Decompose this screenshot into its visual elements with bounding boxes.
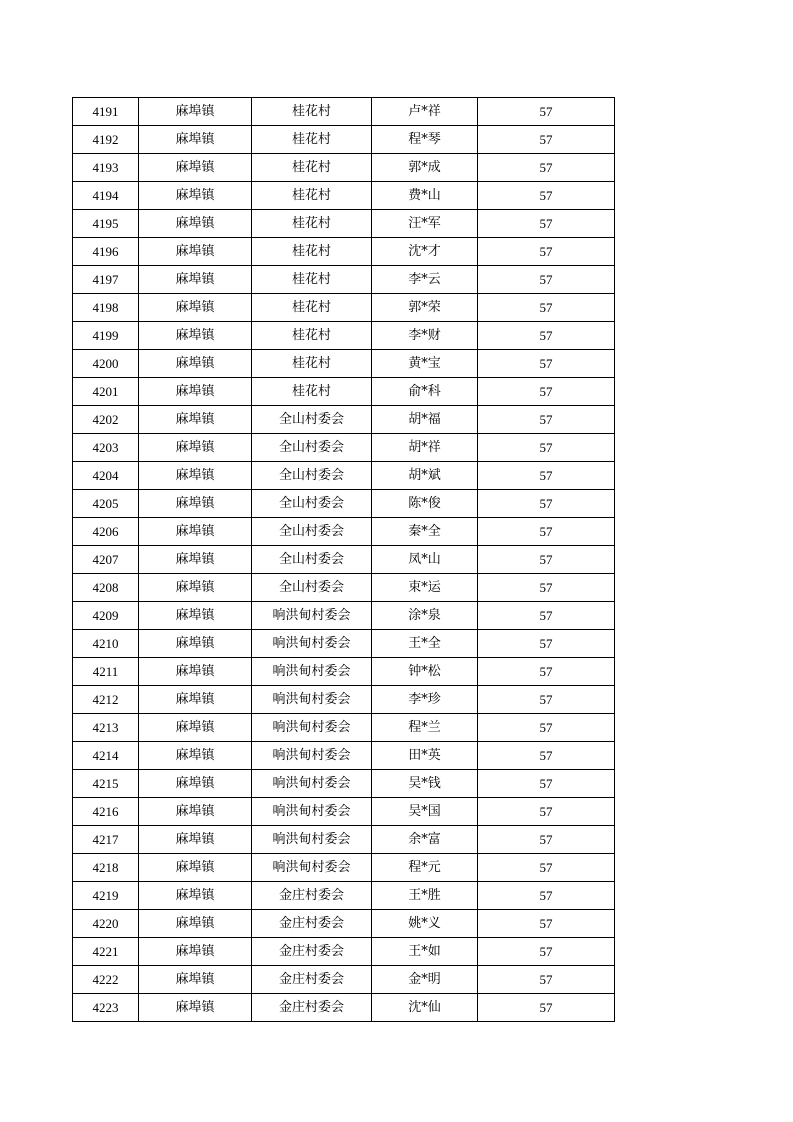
amount-cell: 57 [478, 742, 615, 770]
person-name-cell: 余*富 [372, 826, 478, 854]
person-name-cell: 吴*钱 [372, 770, 478, 798]
town-cell: 麻埠镇 [139, 406, 252, 434]
village-cell: 响洪甸村委会 [252, 742, 372, 770]
town-cell: 麻埠镇 [139, 882, 252, 910]
person-name-cell: 李*财 [372, 322, 478, 350]
town-cell: 麻埠镇 [139, 126, 252, 154]
person-name-cell: 李*云 [372, 266, 478, 294]
village-cell: 金庄村委会 [252, 910, 372, 938]
village-cell: 金庄村委会 [252, 994, 372, 1022]
village-cell: 响洪甸村委会 [252, 798, 372, 826]
amount-cell: 57 [478, 602, 615, 630]
row-number-cell: 4204 [73, 462, 139, 490]
town-cell: 麻埠镇 [139, 938, 252, 966]
village-cell: 桂花村 [252, 98, 372, 126]
row-number-cell: 4202 [73, 406, 139, 434]
amount-cell: 57 [478, 546, 615, 574]
row-number-cell: 4206 [73, 518, 139, 546]
village-cell: 全山村委会 [252, 406, 372, 434]
town-cell: 麻埠镇 [139, 378, 252, 406]
village-cell: 全山村委会 [252, 574, 372, 602]
person-name-cell: 秦*全 [372, 518, 478, 546]
row-number-cell: 4210 [73, 630, 139, 658]
person-name-cell: 郭*成 [372, 154, 478, 182]
row-number-cell: 4207 [73, 546, 139, 574]
village-cell: 桂花村 [252, 378, 372, 406]
amount-cell: 57 [478, 154, 615, 182]
village-cell: 桂花村 [252, 126, 372, 154]
town-cell: 麻埠镇 [139, 546, 252, 574]
table-row [73, 546, 615, 574]
town-cell: 麻埠镇 [139, 630, 252, 658]
person-name-cell: 钟*松 [372, 658, 478, 686]
amount-cell: 57 [478, 490, 615, 518]
amount-cell: 57 [478, 630, 615, 658]
row-number-cell: 4220 [73, 910, 139, 938]
person-name-cell: 吴*国 [372, 798, 478, 826]
row-number-cell: 4191 [73, 98, 139, 126]
table-row [73, 98, 615, 126]
town-cell: 麻埠镇 [139, 154, 252, 182]
village-cell: 金庄村委会 [252, 966, 372, 994]
amount-cell: 57 [478, 210, 615, 238]
table-row [73, 490, 615, 518]
row-number-cell: 4201 [73, 378, 139, 406]
amount-cell: 57 [478, 126, 615, 154]
table-row [73, 322, 615, 350]
person-name-cell: 沈*才 [372, 238, 478, 266]
amount-cell: 57 [478, 98, 615, 126]
amount-cell: 57 [478, 406, 615, 434]
town-cell: 麻埠镇 [139, 826, 252, 854]
amount-cell: 57 [478, 378, 615, 406]
person-name-cell: 胡*斌 [372, 462, 478, 490]
table-row [73, 938, 615, 966]
amount-cell: 57 [478, 238, 615, 266]
table-row [73, 994, 615, 1022]
table-row [73, 294, 615, 322]
person-name-cell: 李*珍 [372, 686, 478, 714]
row-number-cell: 4216 [73, 798, 139, 826]
table-row [73, 350, 615, 378]
row-number-cell: 4197 [73, 266, 139, 294]
town-cell: 麻埠镇 [139, 798, 252, 826]
village-cell: 全山村委会 [252, 490, 372, 518]
village-cell: 桂花村 [252, 350, 372, 378]
table-row [73, 238, 615, 266]
village-cell: 响洪甸村委会 [252, 770, 372, 798]
table-row [73, 966, 615, 994]
person-name-cell: 束*运 [372, 574, 478, 602]
amount-cell: 57 [478, 826, 615, 854]
amount-cell: 57 [478, 182, 615, 210]
village-cell: 响洪甸村委会 [252, 854, 372, 882]
amount-cell: 57 [478, 994, 615, 1022]
table-row [73, 154, 615, 182]
amount-cell: 57 [478, 434, 615, 462]
person-name-cell: 凤*山 [372, 546, 478, 574]
village-cell: 桂花村 [252, 210, 372, 238]
town-cell: 麻埠镇 [139, 294, 252, 322]
person-name-cell: 胡*祥 [372, 434, 478, 462]
table-row [73, 574, 615, 602]
row-number-cell: 4214 [73, 742, 139, 770]
village-cell: 全山村委会 [252, 518, 372, 546]
row-number-cell: 4195 [73, 210, 139, 238]
row-number-cell: 4200 [73, 350, 139, 378]
row-number-cell: 4219 [73, 882, 139, 910]
town-cell: 麻埠镇 [139, 686, 252, 714]
village-cell: 桂花村 [252, 182, 372, 210]
row-number-cell: 4212 [73, 686, 139, 714]
village-cell: 桂花村 [252, 266, 372, 294]
row-number-cell: 4192 [73, 126, 139, 154]
person-name-cell: 姚*义 [372, 910, 478, 938]
row-number-cell: 4222 [73, 966, 139, 994]
amount-cell: 57 [478, 518, 615, 546]
amount-cell: 57 [478, 686, 615, 714]
person-name-cell: 王*如 [372, 938, 478, 966]
town-cell: 麻埠镇 [139, 350, 252, 378]
village-cell: 响洪甸村委会 [252, 658, 372, 686]
table-row [73, 742, 615, 770]
table-row [73, 126, 615, 154]
amount-cell: 57 [478, 294, 615, 322]
person-name-cell: 胡*福 [372, 406, 478, 434]
amount-cell: 57 [478, 462, 615, 490]
row-number-cell: 4221 [73, 938, 139, 966]
amount-cell: 57 [478, 798, 615, 826]
town-cell: 麻埠镇 [139, 714, 252, 742]
amount-cell: 57 [478, 770, 615, 798]
amount-cell: 57 [478, 714, 615, 742]
town-cell: 麻埠镇 [139, 602, 252, 630]
row-number-cell: 4198 [73, 294, 139, 322]
row-number-cell: 4211 [73, 658, 139, 686]
person-name-cell: 程*元 [372, 854, 478, 882]
person-name-cell: 卢*祥 [372, 98, 478, 126]
table-row [73, 826, 615, 854]
amount-cell: 57 [478, 658, 615, 686]
village-cell: 响洪甸村委会 [252, 714, 372, 742]
town-cell: 麻埠镇 [139, 434, 252, 462]
table-row [73, 406, 615, 434]
town-cell: 麻埠镇 [139, 462, 252, 490]
town-cell: 麻埠镇 [139, 854, 252, 882]
town-cell: 麻埠镇 [139, 266, 252, 294]
table-row [73, 518, 615, 546]
town-cell: 麻埠镇 [139, 966, 252, 994]
person-name-cell: 涂*泉 [372, 602, 478, 630]
village-cell: 全山村委会 [252, 546, 372, 574]
table-row [73, 910, 615, 938]
data-table [72, 97, 615, 1022]
table-row [73, 686, 615, 714]
village-cell: 响洪甸村委会 [252, 826, 372, 854]
village-cell: 响洪甸村委会 [252, 686, 372, 714]
table-row [73, 630, 615, 658]
town-cell: 麻埠镇 [139, 490, 252, 518]
person-name-cell: 沈*仙 [372, 994, 478, 1022]
table-row [73, 182, 615, 210]
row-number-cell: 4205 [73, 490, 139, 518]
village-cell: 金庄村委会 [252, 938, 372, 966]
table-row [73, 462, 615, 490]
amount-cell: 57 [478, 854, 615, 882]
row-number-cell: 4194 [73, 182, 139, 210]
town-cell: 麻埠镇 [139, 238, 252, 266]
person-name-cell: 王*胜 [372, 882, 478, 910]
person-name-cell: 汪*军 [372, 210, 478, 238]
row-number-cell: 4199 [73, 322, 139, 350]
table-body [73, 98, 615, 1022]
person-name-cell: 黄*宝 [372, 350, 478, 378]
town-cell: 麻埠镇 [139, 98, 252, 126]
amount-cell: 57 [478, 322, 615, 350]
table-row [73, 882, 615, 910]
town-cell: 麻埠镇 [139, 182, 252, 210]
person-name-cell: 田*英 [372, 742, 478, 770]
amount-cell: 57 [478, 966, 615, 994]
person-name-cell: 郭*荣 [372, 294, 478, 322]
amount-cell: 57 [478, 910, 615, 938]
table-row [73, 434, 615, 462]
amount-cell: 57 [478, 350, 615, 378]
person-name-cell: 费*山 [372, 182, 478, 210]
amount-cell: 57 [478, 266, 615, 294]
person-name-cell: 程*兰 [372, 714, 478, 742]
village-cell: 桂花村 [252, 322, 372, 350]
row-number-cell: 4196 [73, 238, 139, 266]
row-number-cell: 4217 [73, 826, 139, 854]
row-number-cell: 4223 [73, 994, 139, 1022]
village-cell: 全山村委会 [252, 434, 372, 462]
amount-cell: 57 [478, 882, 615, 910]
town-cell: 麻埠镇 [139, 910, 252, 938]
table-row [73, 714, 615, 742]
row-number-cell: 4218 [73, 854, 139, 882]
person-name-cell: 俞*科 [372, 378, 478, 406]
village-cell: 金庄村委会 [252, 882, 372, 910]
village-cell: 响洪甸村委会 [252, 630, 372, 658]
row-number-cell: 4193 [73, 154, 139, 182]
town-cell: 麻埠镇 [139, 658, 252, 686]
table-row [73, 378, 615, 406]
table-row [73, 602, 615, 630]
table-row [73, 266, 615, 294]
town-cell: 麻埠镇 [139, 742, 252, 770]
town-cell: 麻埠镇 [139, 322, 252, 350]
village-cell: 桂花村 [252, 154, 372, 182]
table-row [73, 770, 615, 798]
table-row [73, 210, 615, 238]
row-number-cell: 4213 [73, 714, 139, 742]
town-cell: 麻埠镇 [139, 574, 252, 602]
person-name-cell: 程*琴 [372, 126, 478, 154]
row-number-cell: 4215 [73, 770, 139, 798]
row-number-cell: 4203 [73, 434, 139, 462]
town-cell: 麻埠镇 [139, 518, 252, 546]
town-cell: 麻埠镇 [139, 770, 252, 798]
village-cell: 桂花村 [252, 294, 372, 322]
amount-cell: 57 [478, 938, 615, 966]
row-number-cell: 4208 [73, 574, 139, 602]
person-name-cell: 陈*俊 [372, 490, 478, 518]
person-name-cell: 金*明 [372, 966, 478, 994]
town-cell: 麻埠镇 [139, 994, 252, 1022]
village-cell: 桂花村 [252, 238, 372, 266]
town-cell: 麻埠镇 [139, 210, 252, 238]
row-number-cell: 4209 [73, 602, 139, 630]
person-name-cell: 王*全 [372, 630, 478, 658]
village-cell: 全山村委会 [252, 462, 372, 490]
table-row [73, 658, 615, 686]
village-cell: 响洪甸村委会 [252, 602, 372, 630]
table-row [73, 854, 615, 882]
amount-cell: 57 [478, 574, 615, 602]
table-row [73, 798, 615, 826]
